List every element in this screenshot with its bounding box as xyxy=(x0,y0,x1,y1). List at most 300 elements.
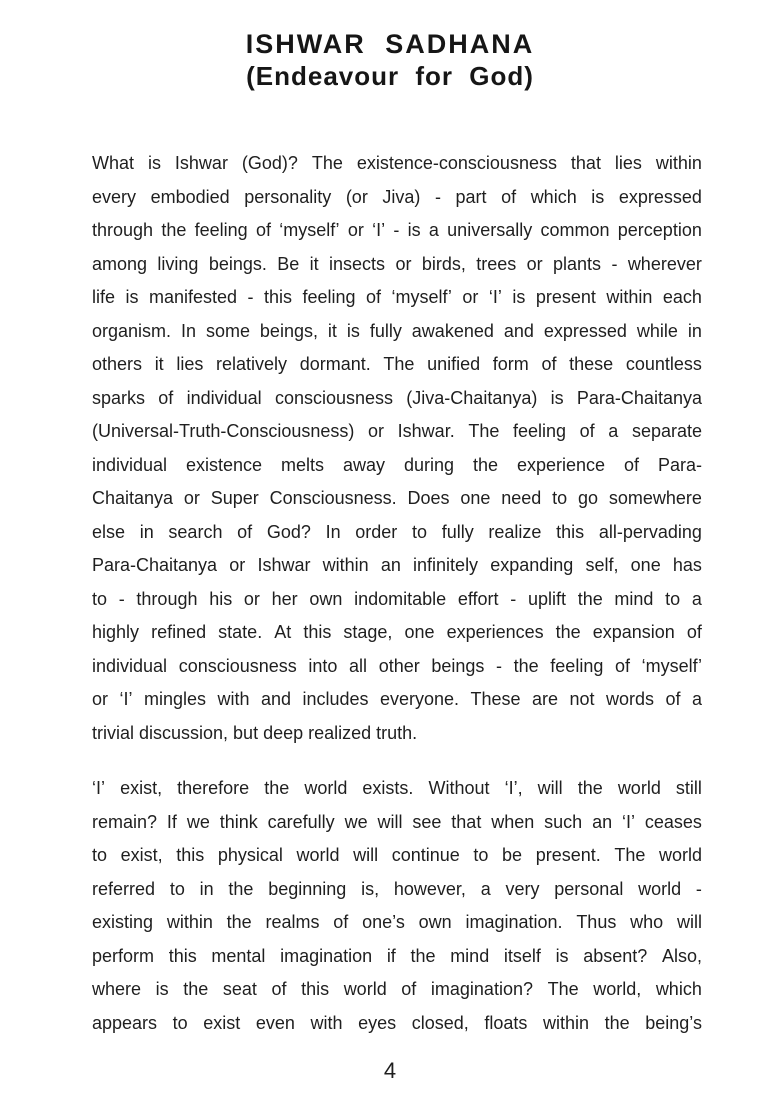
word: world xyxy=(617,778,661,798)
word: mental xyxy=(211,945,266,966)
text-line xyxy=(92,415,702,449)
word: to xyxy=(473,845,489,865)
word: beginning xyxy=(268,878,347,899)
word: one xyxy=(404,622,435,642)
word: mind xyxy=(450,945,490,966)
word: to xyxy=(92,588,108,609)
word: infinitely xyxy=(413,555,479,575)
word: every xyxy=(92,186,137,207)
word: this xyxy=(264,287,293,307)
word: expressed xyxy=(618,186,702,207)
word: effort xyxy=(457,588,499,609)
text-line xyxy=(92,1007,702,1041)
body-text xyxy=(92,147,702,1062)
word: feeling xyxy=(194,220,248,240)
word: see xyxy=(412,811,442,832)
word: and xyxy=(260,689,291,709)
word: closed, xyxy=(411,1012,469,1033)
word: still xyxy=(675,778,702,798)
word: world, xyxy=(593,979,642,999)
word: or xyxy=(243,588,260,609)
word: separate xyxy=(631,421,702,441)
word: a xyxy=(428,220,439,240)
word: within xyxy=(606,287,653,307)
text-line xyxy=(92,482,702,516)
page-title: ISHWAR SADHANA xyxy=(245,29,535,59)
word: relatively xyxy=(216,354,288,374)
word: lies xyxy=(176,354,204,374)
word: to xyxy=(412,521,428,542)
word: or xyxy=(368,421,385,441)
paragraph xyxy=(92,772,702,1040)
word: beings, xyxy=(259,320,318,341)
word: a xyxy=(691,588,702,609)
text-line xyxy=(92,248,702,282)
word: referred xyxy=(92,878,156,899)
word: will xyxy=(676,912,702,932)
word: universally xyxy=(447,220,533,240)
word: individual xyxy=(186,387,262,408)
word: is xyxy=(591,186,605,207)
word: The xyxy=(547,979,579,999)
word: or xyxy=(347,220,364,240)
word: birds, xyxy=(421,253,466,274)
word: expansion xyxy=(592,622,675,642)
word: ‘I’ xyxy=(119,689,133,709)
word: of xyxy=(614,655,630,676)
text-line xyxy=(92,214,702,248)
word: realms xyxy=(265,912,320,932)
word: with xyxy=(310,1012,343,1033)
word: through xyxy=(136,588,198,609)
word: - xyxy=(393,220,400,240)
word: a xyxy=(691,689,702,709)
word: eyes xyxy=(358,1012,397,1033)
word: includes xyxy=(302,689,369,709)
word: this xyxy=(556,521,585,542)
word: consciousness xyxy=(178,655,297,676)
word: Also, xyxy=(661,945,702,966)
word: perform xyxy=(92,945,155,966)
word: or xyxy=(462,287,479,307)
word: ‘I’ xyxy=(92,778,105,798)
word: through xyxy=(92,220,154,240)
word: appears xyxy=(92,1012,158,1033)
word: seat xyxy=(222,979,257,999)
text-line xyxy=(92,839,702,873)
word: - xyxy=(510,588,517,609)
text-line xyxy=(92,348,702,382)
text-line xyxy=(92,683,702,717)
word: which xyxy=(655,979,702,999)
word: realize xyxy=(488,521,542,542)
word: the xyxy=(161,220,187,240)
word: will xyxy=(377,811,403,832)
word: his xyxy=(209,588,233,609)
word: imagination xyxy=(280,945,373,966)
word: during xyxy=(403,454,455,475)
text-line xyxy=(92,281,702,315)
word: we xyxy=(186,811,210,832)
word: world xyxy=(343,979,387,999)
word: is xyxy=(155,979,169,999)
word: such xyxy=(544,811,583,832)
word: however, xyxy=(393,878,466,899)
word: or xyxy=(92,689,109,709)
word: has xyxy=(672,555,702,575)
word: experience xyxy=(516,454,606,475)
word: Consciousness. xyxy=(269,488,397,508)
word: in xyxy=(139,521,154,542)
word: is xyxy=(512,287,526,307)
word: existence-consciousness xyxy=(356,153,557,173)
word: - xyxy=(695,878,702,899)
word: - xyxy=(611,253,618,274)
word: this xyxy=(168,945,197,966)
word: the xyxy=(410,945,436,966)
word: these xyxy=(569,354,614,374)
word: therefore xyxy=(177,778,250,798)
word: within xyxy=(543,1012,590,1033)
word: Chaitanya xyxy=(92,488,174,508)
title-block xyxy=(0,28,780,93)
word: Para-Chaitanya xyxy=(92,555,218,575)
word: each xyxy=(662,287,702,307)
word: among xyxy=(92,253,148,274)
word: or xyxy=(229,555,246,575)
word: a xyxy=(608,421,619,441)
word: or xyxy=(395,253,412,274)
word: individual xyxy=(92,454,168,475)
word: consciousness xyxy=(274,387,394,408)
word: At xyxy=(274,622,292,642)
word: it xyxy=(154,354,164,374)
word: when xyxy=(491,811,535,832)
word: awakened xyxy=(411,320,494,341)
word: existence xyxy=(186,454,263,475)
word: world xyxy=(296,845,340,865)
text-line xyxy=(92,583,702,617)
word: stage, xyxy=(343,622,393,642)
word: her xyxy=(271,588,298,609)
word: an xyxy=(592,811,613,832)
word: even xyxy=(255,1012,295,1033)
word: remain? xyxy=(92,811,158,832)
text-line xyxy=(92,181,702,215)
word: The xyxy=(614,845,646,865)
word: trees xyxy=(476,253,517,274)
word: sparks xyxy=(92,387,146,408)
word: manifested xyxy=(148,287,238,307)
word: Ishwar xyxy=(257,555,311,575)
page-number: 4 xyxy=(383,1058,397,1083)
word: the xyxy=(577,588,603,609)
word: ceases xyxy=(644,811,702,832)
word: feeling xyxy=(302,287,356,307)
text-line xyxy=(92,772,702,806)
word: the xyxy=(577,778,603,798)
word: that xyxy=(451,811,482,832)
word: beings xyxy=(431,655,485,676)
word: while xyxy=(636,320,678,341)
word: who xyxy=(630,912,664,932)
word: being’s xyxy=(645,1012,702,1033)
word: is xyxy=(555,945,569,966)
word: The xyxy=(468,421,500,441)
text-line xyxy=(92,940,702,974)
word: where xyxy=(92,979,142,999)
word: - xyxy=(496,655,503,676)
text-line xyxy=(92,449,702,483)
word: expanding xyxy=(490,555,574,575)
word: words xyxy=(605,689,654,709)
word: the xyxy=(555,622,581,642)
word: The xyxy=(383,354,415,374)
word: of xyxy=(623,454,639,475)
word: unified xyxy=(427,354,481,374)
word: of xyxy=(579,421,595,441)
word: of xyxy=(158,387,174,408)
word: own xyxy=(418,912,452,932)
word: that xyxy=(570,153,601,173)
word: experiences xyxy=(446,622,544,642)
word: it xyxy=(309,253,319,274)
word: beings. xyxy=(208,253,267,274)
word: to xyxy=(665,588,681,609)
word: of xyxy=(333,912,349,932)
word: (God)? xyxy=(241,153,298,173)
word: exist, xyxy=(120,845,163,865)
word: imagination? xyxy=(430,979,533,999)
word: living xyxy=(157,253,199,274)
word: to xyxy=(172,1012,188,1033)
word: mind xyxy=(614,588,654,609)
word: the xyxy=(472,454,498,475)
word: - xyxy=(434,186,441,207)
word: part xyxy=(455,186,487,207)
word: perception xyxy=(617,220,702,240)
text-line xyxy=(92,315,702,349)
word: or xyxy=(526,253,543,274)
word: ‘myself’ xyxy=(641,655,702,676)
word: in xyxy=(199,878,214,899)
word: not xyxy=(569,689,595,709)
word: is xyxy=(550,387,564,408)
word: other xyxy=(378,655,420,676)
word: indomitable xyxy=(354,588,447,609)
word: an xyxy=(380,555,401,575)
word: insects xyxy=(329,253,386,274)
word: physical xyxy=(217,845,283,865)
word: floats xyxy=(484,1012,528,1033)
text-line xyxy=(92,873,702,907)
word: Jiva) xyxy=(382,186,421,207)
text-line xyxy=(92,382,702,416)
word: the xyxy=(604,1012,630,1033)
word: absent? xyxy=(583,945,648,966)
word: of xyxy=(686,622,702,642)
text-line xyxy=(92,973,702,1007)
word: uplift xyxy=(527,588,566,609)
word: The xyxy=(311,153,343,173)
word: world xyxy=(658,845,702,865)
word: fully xyxy=(369,320,402,341)
word: ‘I’ xyxy=(488,287,502,307)
word: God? xyxy=(266,521,311,542)
word: else xyxy=(92,521,126,542)
word: Be xyxy=(277,253,300,274)
word: this xyxy=(303,622,332,642)
word: is xyxy=(407,220,421,240)
text-line xyxy=(92,806,702,840)
word: present. xyxy=(535,845,601,865)
word: What xyxy=(92,153,135,173)
word: very xyxy=(505,878,540,899)
word: carefully xyxy=(267,811,335,832)
word: exists. xyxy=(362,778,414,798)
word: within xyxy=(655,153,702,173)
word: the xyxy=(513,655,539,676)
word: one xyxy=(630,555,661,575)
text-line: trivial discussion, but deep realized truth. xyxy=(92,722,418,743)
word: of xyxy=(541,354,557,374)
word: personality xyxy=(244,186,332,207)
word: melts xyxy=(281,454,325,475)
word: be xyxy=(502,845,523,865)
word: need xyxy=(501,488,542,508)
word: will xyxy=(353,845,379,865)
word: wherever xyxy=(627,253,702,274)
word: others xyxy=(92,354,143,374)
word: (or xyxy=(345,186,368,207)
page-subtitle: (Endeavour for God) xyxy=(246,61,534,91)
word: and xyxy=(503,320,534,341)
word: - xyxy=(247,287,254,307)
word: everyone. xyxy=(379,689,460,709)
word: Ishwar. xyxy=(397,421,455,441)
word: itself xyxy=(503,945,541,966)
word: all xyxy=(349,655,368,676)
word: away xyxy=(342,454,386,475)
word: is, xyxy=(361,878,380,899)
word: ‘myself’ xyxy=(391,287,452,307)
word: exist xyxy=(203,1012,241,1033)
word: personal xyxy=(554,878,624,899)
word: Does xyxy=(407,488,450,508)
word: feeling xyxy=(512,421,567,441)
word: to xyxy=(169,878,185,899)
word: of xyxy=(401,979,417,999)
word: organism. xyxy=(92,320,172,341)
word: form xyxy=(492,354,529,374)
word: we xyxy=(344,811,368,832)
word: In xyxy=(325,521,341,542)
word: ‘I’ xyxy=(372,220,386,240)
word: is xyxy=(147,153,161,173)
word: In xyxy=(180,320,196,341)
word: (Jiva-Chaitanya) xyxy=(406,387,538,408)
word: search xyxy=(168,521,223,542)
word: the xyxy=(183,979,209,999)
text-line xyxy=(92,549,702,583)
word: existing xyxy=(92,912,154,932)
word: which xyxy=(530,186,577,207)
word: of xyxy=(255,220,271,240)
word: Without xyxy=(428,778,490,798)
word: plants xyxy=(553,253,602,274)
word: of xyxy=(501,186,517,207)
word: ‘I’ xyxy=(621,811,635,832)
word: continue xyxy=(391,845,460,865)
word: one xyxy=(460,488,491,508)
word: are xyxy=(532,689,559,709)
text-line xyxy=(92,650,702,684)
paragraph xyxy=(92,147,702,750)
word: exist, xyxy=(120,778,163,798)
word: embodied xyxy=(150,186,230,207)
word: all-pervading xyxy=(598,521,702,542)
word: ‘I’, xyxy=(504,778,523,798)
word: of xyxy=(665,689,681,709)
word: within xyxy=(166,912,213,932)
word: If xyxy=(166,811,177,832)
word: of xyxy=(237,521,253,542)
word: Super xyxy=(210,488,259,508)
word: within xyxy=(322,555,369,575)
word: the xyxy=(264,778,290,798)
word: of xyxy=(271,979,287,999)
word: into xyxy=(308,655,338,676)
word: refined xyxy=(151,622,207,642)
word: life xyxy=(92,287,116,307)
word: Ishwar xyxy=(174,153,228,173)
word: is xyxy=(346,320,360,341)
word: - xyxy=(118,588,125,609)
word: world xyxy=(304,778,348,798)
word: Para-Chaitanya xyxy=(576,387,702,408)
word: a xyxy=(480,878,491,899)
word: this xyxy=(301,979,330,999)
word: ‘myself’ xyxy=(279,220,340,240)
word: Thus xyxy=(576,912,617,932)
word: it xyxy=(327,320,337,341)
text-line xyxy=(92,516,702,550)
word: dormant. xyxy=(299,354,371,374)
word: expressed xyxy=(543,320,627,341)
word: some xyxy=(205,320,250,341)
word: highly xyxy=(92,622,140,642)
word: present xyxy=(535,287,596,307)
word: (Universal-Truth-Consciousness) xyxy=(92,421,355,441)
text-line xyxy=(92,616,702,650)
word: order xyxy=(355,521,398,542)
text-line xyxy=(92,906,702,940)
word: state. xyxy=(218,622,263,642)
word: the xyxy=(226,912,252,932)
word: Para- xyxy=(657,454,702,475)
word: the xyxy=(228,878,254,899)
text-line xyxy=(92,147,702,181)
word: These xyxy=(470,689,521,709)
word: in xyxy=(687,320,702,341)
word: feeling xyxy=(550,655,604,676)
word: if xyxy=(386,945,396,966)
word: to xyxy=(552,488,568,508)
word: think xyxy=(219,811,258,832)
word: mingles xyxy=(143,689,206,709)
word: or xyxy=(183,488,200,508)
word: with xyxy=(217,689,250,709)
